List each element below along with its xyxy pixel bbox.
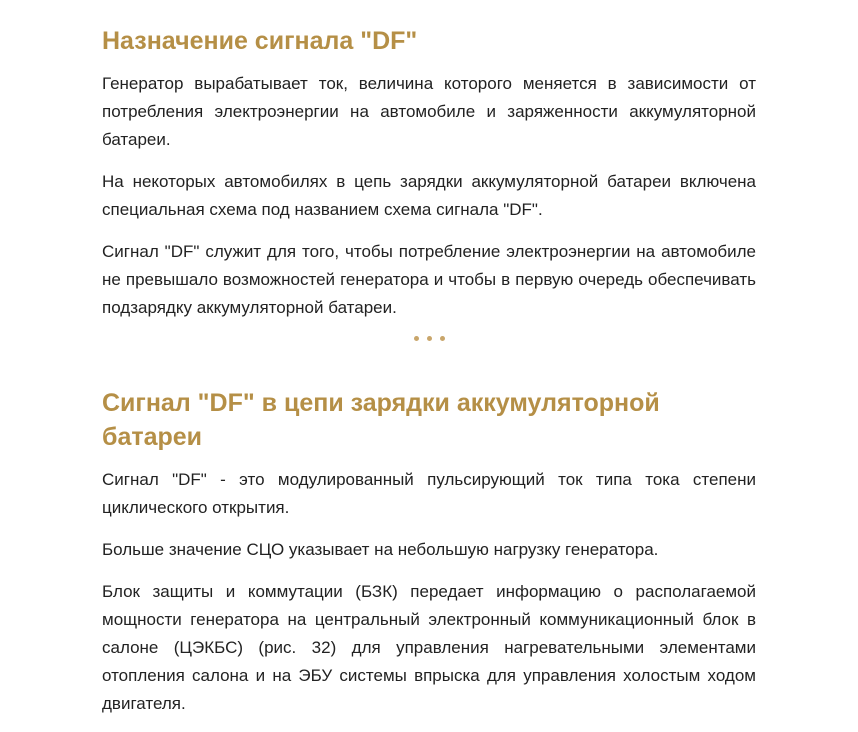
section-title-df-charging-circuit: Сигнал "DF" в цепи зарядки аккумуляторной батареи bbox=[102, 389, 660, 451]
divider-dot-icon bbox=[440, 336, 445, 341]
divider-dot-icon bbox=[427, 336, 432, 341]
paragraph: Больше значение СЦО указывает на небольшую нагрузку генератора. bbox=[102, 540, 659, 559]
paragraph: Генератор вырабатывает ток, величина которого меняется в зависимости от потребления электроэнергии на автомобиле и заряженности аккумуляторной батареи. bbox=[102, 74, 756, 149]
divider-dot-icon bbox=[414, 336, 419, 341]
section-title-df-purpose: Назначение сигнала "DF" bbox=[102, 27, 418, 55]
paragraph: Сигнал "DF" служит для того, чтобы потребление электроэнергии на автомобиле не превышало возможностей генератора и чтобы в первую очередь обеспечивать подзарядку аккумуляторной батареи. bbox=[102, 242, 756, 317]
section-divider bbox=[102, 336, 756, 346]
article bbox=[102, 20, 756, 732]
paragraph: Блок защиты и коммутации (БЗК) передает информацию о располагаемой мощности генератора на центральный электронный коммуникационный блок в салоне (ЦЭКБС) (рис. 32) для управления нагревательными элементами отопления салона и на ЭБУ системы впрыска для управления холостым ходом двигателя. bbox=[102, 582, 756, 713]
paragraph: Сигнал "DF" - это модулированный пульсирующий ток типа тока степени циклического открытия. bbox=[102, 470, 756, 517]
paragraph: На некоторых автомобилях в цепь зарядки аккумуляторной батареи включена специальная схема под названием схема сигнала "DF". bbox=[102, 172, 756, 219]
